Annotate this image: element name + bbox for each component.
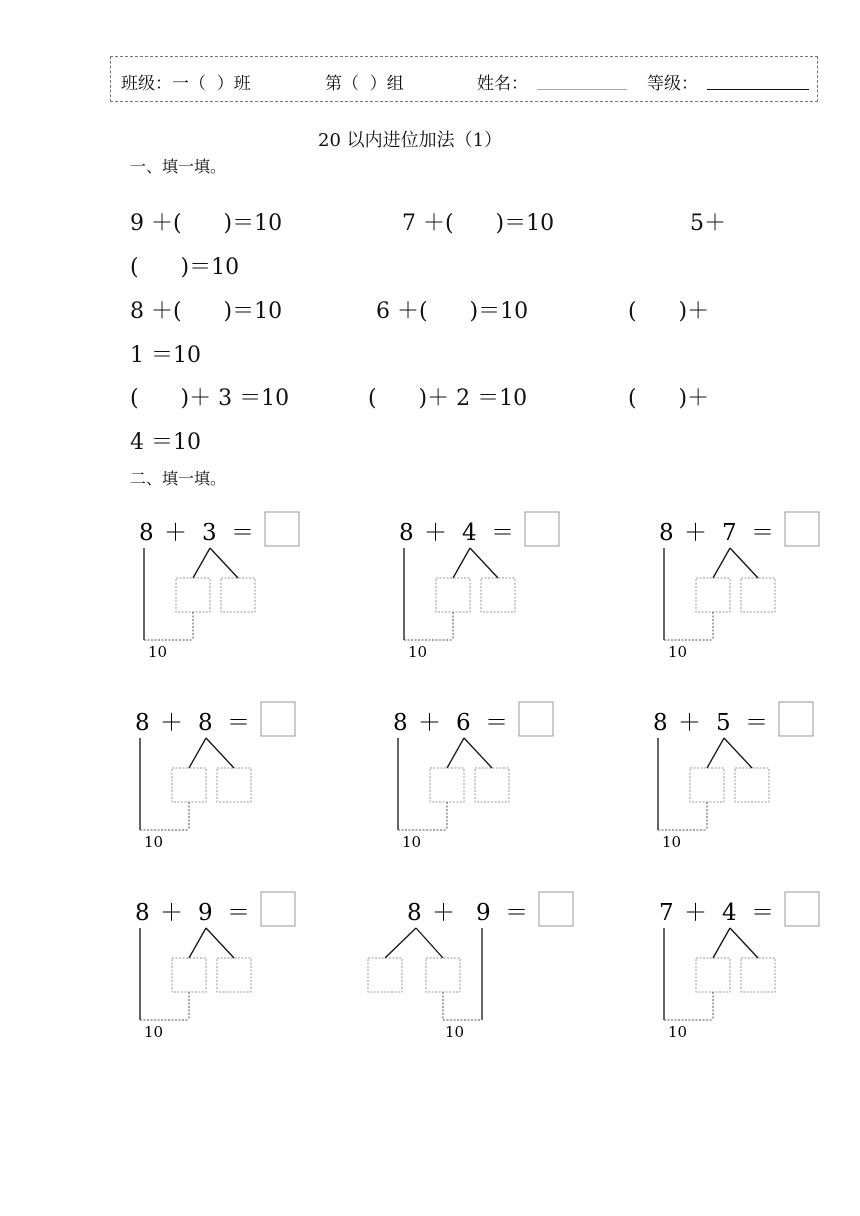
section-2-heading: 二、填一填。 bbox=[130, 469, 227, 488]
answer-box[interactable] bbox=[785, 892, 819, 926]
plus-sign: ＋ bbox=[160, 900, 183, 926]
split-line-right bbox=[206, 928, 234, 958]
addend-b: 9 bbox=[198, 900, 213, 926]
split-box-right[interactable] bbox=[426, 958, 460, 992]
group-label: 第（ ）组 bbox=[325, 74, 404, 94]
addend-b: 6 bbox=[456, 710, 471, 736]
split-box-left[interactable] bbox=[172, 958, 206, 992]
plus-sign: ＋ bbox=[432, 900, 455, 926]
equals-sign: ＝ bbox=[745, 710, 768, 736]
answer-box[interactable] bbox=[525, 512, 559, 546]
equals-sign: ＝ bbox=[231, 520, 254, 546]
split-line-right bbox=[730, 548, 758, 578]
class-label: 班级：一（ ）班 bbox=[121, 74, 251, 94]
worksheet-title: 20 以内进位加法（1） bbox=[318, 130, 503, 151]
addend-a: 8 bbox=[135, 900, 150, 926]
ten-label: 10 bbox=[144, 1023, 164, 1041]
split-line-left bbox=[385, 928, 416, 958]
plus-sign: ＋ bbox=[418, 710, 441, 736]
split-line-left bbox=[707, 738, 724, 768]
addend-a: 8 bbox=[393, 710, 408, 736]
split-box-right[interactable] bbox=[481, 578, 515, 612]
ten-label: 10 bbox=[402, 833, 422, 851]
split-line-right bbox=[416, 928, 443, 958]
split-box-right[interactable] bbox=[217, 768, 251, 802]
ten-label: 10 bbox=[144, 833, 164, 851]
ten-label: 10 bbox=[148, 643, 168, 661]
split-box-right[interactable] bbox=[741, 578, 775, 612]
fill-equation: 4 ＝10 bbox=[130, 430, 201, 455]
fill-equation: 5＋ bbox=[690, 211, 726, 236]
answer-box[interactable] bbox=[785, 512, 819, 546]
answer-box[interactable] bbox=[779, 702, 813, 736]
split-box-left[interactable] bbox=[430, 768, 464, 802]
split-line-right bbox=[730, 928, 758, 958]
split-box-left[interactable] bbox=[436, 578, 470, 612]
addend-b: 5 bbox=[716, 710, 731, 736]
split-line-right bbox=[206, 738, 234, 768]
split-box-right[interactable] bbox=[221, 578, 255, 612]
fill-equation: 1 ＝10 bbox=[130, 343, 201, 368]
grade-label: 等级： bbox=[647, 74, 698, 94]
equals-sign: ＝ bbox=[505, 900, 528, 926]
addend-b: 9 bbox=[476, 900, 491, 926]
fill-equation: ( )＋ 3 ＝10 bbox=[130, 386, 290, 411]
split-box-left[interactable] bbox=[172, 768, 206, 802]
ten-label: 10 bbox=[668, 643, 688, 661]
answer-box[interactable] bbox=[261, 702, 295, 736]
split-box-left[interactable] bbox=[696, 958, 730, 992]
answer-box[interactable] bbox=[261, 892, 295, 926]
split-box-left[interactable] bbox=[368, 958, 402, 992]
equals-sign: ＝ bbox=[485, 710, 508, 736]
split-box-right[interactable] bbox=[741, 958, 775, 992]
addend-b: 4 bbox=[462, 520, 477, 546]
plus-sign: ＋ bbox=[684, 900, 707, 926]
addend-b: 7 bbox=[722, 520, 737, 546]
split-line-left bbox=[189, 738, 206, 768]
split-line-right bbox=[470, 548, 498, 578]
addend-a: 8 bbox=[399, 520, 414, 546]
ten-label: 10 bbox=[445, 1023, 465, 1041]
split-line-left bbox=[189, 928, 206, 958]
answer-box[interactable] bbox=[519, 702, 553, 736]
fill-equation: ( )＝10 bbox=[130, 255, 240, 280]
split-box-left[interactable] bbox=[176, 578, 210, 612]
split-box-left[interactable] bbox=[690, 768, 724, 802]
addend-b: 4 bbox=[722, 900, 737, 926]
ten-label: 10 bbox=[668, 1023, 688, 1041]
split-line-left bbox=[713, 928, 730, 958]
equals-sign: ＝ bbox=[227, 710, 250, 736]
split-box-right[interactable] bbox=[735, 768, 769, 802]
ten-label: 10 bbox=[408, 643, 428, 661]
fill-equation: 6 ＋( )＝10 bbox=[376, 299, 529, 324]
plus-sign: ＋ bbox=[678, 710, 701, 736]
equals-sign: ＝ bbox=[751, 900, 774, 926]
answer-box[interactable] bbox=[265, 512, 299, 546]
answer-box[interactable] bbox=[539, 892, 573, 926]
addend-a: 8 bbox=[407, 900, 422, 926]
fill-equation: 9 ＋( )＝10 bbox=[130, 211, 283, 236]
addend-b: 3 bbox=[202, 520, 217, 546]
split-line-right bbox=[210, 548, 238, 578]
equals-sign: ＝ bbox=[751, 520, 774, 546]
split-line-right bbox=[464, 738, 492, 768]
plus-sign: ＋ bbox=[424, 520, 447, 546]
split-line-right bbox=[724, 738, 752, 768]
fill-equation: ( )＋ bbox=[628, 299, 710, 324]
split-line-left bbox=[713, 548, 730, 578]
equals-sign: ＝ bbox=[227, 900, 250, 926]
fill-equation: ( )＋ bbox=[628, 386, 710, 411]
split-line-left bbox=[193, 548, 210, 578]
fill-equation: 8 ＋( )＝10 bbox=[130, 299, 283, 324]
addend-a: 8 bbox=[659, 520, 674, 546]
addend-b: 8 bbox=[198, 710, 213, 736]
fill-equation: ( )＋ 2 ＝10 bbox=[368, 386, 528, 411]
split-box-left[interactable] bbox=[696, 578, 730, 612]
split-line-left bbox=[447, 738, 464, 768]
split-box-right[interactable] bbox=[217, 958, 251, 992]
plus-sign: ＋ bbox=[684, 520, 707, 546]
addend-a: 7 bbox=[659, 900, 674, 926]
plus-sign: ＋ bbox=[160, 710, 183, 736]
fill-equation: 7 ＋( )＝10 bbox=[402, 211, 555, 236]
equals-sign: ＝ bbox=[491, 520, 514, 546]
name-label: 姓名： bbox=[477, 74, 528, 94]
split-box-right[interactable] bbox=[475, 768, 509, 802]
plus-sign: ＋ bbox=[164, 520, 187, 546]
addend-a: 8 bbox=[653, 710, 668, 736]
addend-a: 8 bbox=[139, 520, 154, 546]
addend-a: 8 bbox=[135, 710, 150, 736]
split-line-left bbox=[453, 548, 470, 578]
ten-label: 10 bbox=[662, 833, 682, 851]
section-1-heading: 一、填一填。 bbox=[130, 157, 227, 176]
